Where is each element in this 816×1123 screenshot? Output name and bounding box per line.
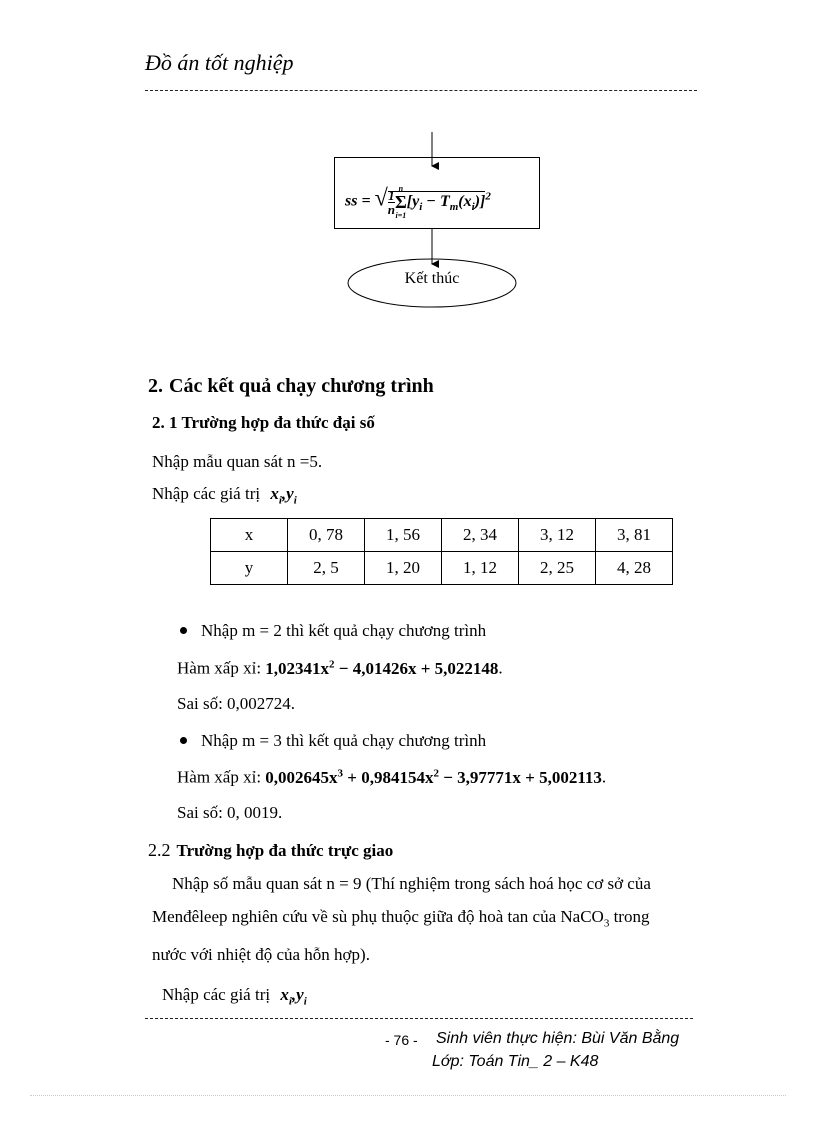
table-cell: 2, 5 xyxy=(288,552,365,585)
table-cell: 2, 34 xyxy=(442,519,519,552)
footer-class: Lớp: Toán Tin_ 2 – K48 xyxy=(432,1053,599,1070)
table-cell: 4, 28 xyxy=(596,552,673,585)
case-m2-function: Hàm xấp xỉ: $1,02341x^2 - 4,01426x + 5,022148$. xyxy=(177,658,503,678)
case-m2-error: Sai số: 0,002724. xyxy=(177,694,296,713)
case-m3-error: Sai số: 0, 0019. xyxy=(177,803,283,822)
page-bottom-edge xyxy=(30,1095,786,1096)
table-row xyxy=(211,552,673,585)
table-cell: 1, 20 xyxy=(365,552,442,585)
footer-student: Sinh viên thực hiện: Bùi Văn Bằng xyxy=(436,1030,680,1047)
table-cell: 2, 25 xyxy=(519,552,596,585)
paragraph-line-3: nước với nhiệt độ của hỗn hợp). xyxy=(152,945,370,964)
input-values-line-2: Nhập các giá trị $x_i,y_i$ xyxy=(162,985,307,1008)
section-heading: 2. Các kết quả chạy chương trình xyxy=(148,375,434,397)
table-cell: 3, 12 xyxy=(519,519,596,552)
subsection-heading-2-2: 2.2 Trường hợp đa thức trực giao xyxy=(148,840,394,860)
page-header-title: Đồ án tốt nghiệp xyxy=(145,50,294,75)
case-m3-function: Hàm xấp xỉ: $0,002645x^3 + 0,984154x^2 - 3,97771x + 5,002113$. xyxy=(177,767,607,787)
bullet-icon xyxy=(180,737,187,744)
case-m3-bullet: Nhập m = 3 thì kết quả chạy chương trình xyxy=(180,731,486,751)
input-values-line: Nhập các giá trị $x_i,y_i$ xyxy=(152,484,297,507)
bullet-icon xyxy=(180,627,187,634)
footer-divider xyxy=(145,1018,693,1019)
sample-count-line: Nhập mẫu quan sát n =5. xyxy=(152,452,323,471)
table-cell: 1, 12 xyxy=(442,552,519,585)
table-cell: 1, 56 xyxy=(365,519,442,552)
table-row xyxy=(211,519,673,552)
process-box-formula xyxy=(334,157,540,229)
table-cell: 3, 81 xyxy=(596,519,673,552)
table-cell: y xyxy=(211,552,288,585)
case-m2-bullet: Nhập m = 2 thì kết quả chạy chương trình xyxy=(180,621,486,641)
subsection-heading-2-1: 2. 1 Trường hợp đa thức đại số xyxy=(152,413,375,432)
page-number: - 76 - xyxy=(385,1032,418,1048)
observation-table xyxy=(210,518,673,585)
paragraph-line-1: Nhập số mẫu quan sát n = 9 (Thí nghiệm trong sách hoá học cơ sở của xyxy=(172,874,651,893)
header-divider xyxy=(145,90,697,91)
end-terminal-label: Kết thúc xyxy=(404,270,460,287)
table-cell: 0, 78 xyxy=(288,519,365,552)
table-cell: x xyxy=(211,519,288,552)
paragraph-line-2: Menđêleep nghiên cứu về sù phụ thuộc giữa độ hoà tan của NaCO$_3$ trong xyxy=(152,907,650,930)
ss-formula: ss = √ $\frac{1}{n}$ n Σ i=1 $[y_i - T_m(x_i)]^2$ xyxy=(345,184,491,220)
